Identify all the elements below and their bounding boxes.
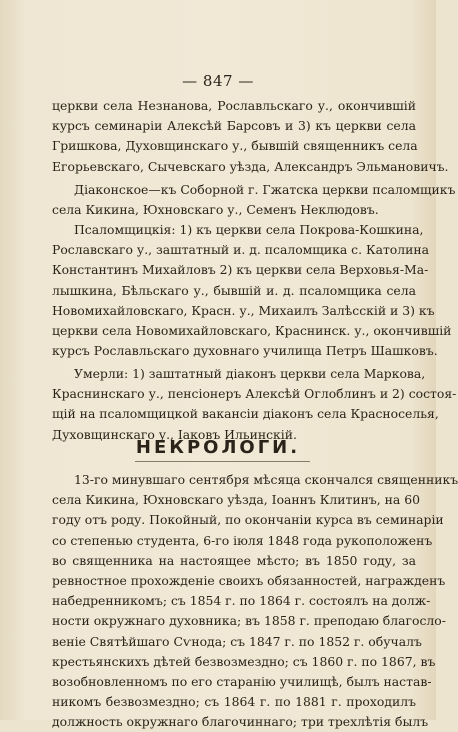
- text-line: церкви села Незнанова, Рославльскаго у., окончившій: [52, 98, 416, 113]
- text-line: Егорьевскаго, Сычевскаго уѣзда, Александръ Эльмановичъ.: [52, 158, 449, 174]
- psalmist-section: [52, 220, 452, 361]
- text-line: Духовщинскаго у., Іаковъ Ильинскій.: [52, 426, 297, 442]
- text-line: села Кикина, Юхновскаго уѣзда, Іоаннъ Клитинъ, на 60: [52, 492, 420, 508]
- text-line: никомъ безвозмездно; съ 1864 г. по 1881 г. проходилъ: [52, 694, 416, 710]
- obituary-section: [52, 470, 458, 732]
- deceased-section: [52, 364, 457, 445]
- text-line: крестьянскихъ дѣтей безвозмездно; съ 1860 г. по 1867, въ: [52, 653, 436, 669]
- text-line: возобновленномъ по его старанію училищѣ, былъ настав-: [52, 673, 432, 689]
- appointments-section: [52, 96, 449, 177]
- text-line: щій на псаломщицкой вакансіи діаконъ села Красноселья,: [52, 406, 439, 422]
- text-line: курсъ Рославльскаго духовнаго училища Петръ Шашковъ.: [52, 343, 438, 359]
- text-line: Новомихайловскаго, Красн. у., Михаилъ Залѣсскій и 3) къ: [52, 302, 435, 318]
- text-line: году отъ роду. Покойный, по окончаніи курса въ семинаріи: [52, 512, 444, 528]
- text-line: 13-го минувшаго сентября мѣсяца скончался священникъ: [74, 472, 458, 487]
- text-line: Гришкова, Духовщинскаго у., бывшій священникъ села: [52, 138, 418, 154]
- text-line: церкви села Новомихайловскаго, Краснинск. у., окончившій: [52, 322, 452, 338]
- text-line: набедренникомъ; съ 1854 г. по 1864 г. состоялъ на долж-: [52, 593, 431, 609]
- text-line: Псаломщицкія: 1) къ церкви села Покрова-Кошкина,: [74, 222, 424, 237]
- text-line: со степенью студента, 6-го іюля 1848 года рукоположенъ: [52, 532, 433, 548]
- text-line: Умерли: 1) заштатный діаконъ церкви села Маркова,: [74, 366, 426, 381]
- title-underline: [135, 461, 310, 462]
- text-line: Рославскаго у., заштатный и. д. псаломщика с. Католина: [52, 242, 430, 258]
- text-line: во священника на настоящее мѣсто; въ 1850 году, за: [52, 552, 416, 568]
- page-number: — 847 —: [182, 72, 254, 90]
- text-line: лышкина, Бѣльскаго у., бывшій и. д. псаломщика села: [52, 282, 416, 298]
- text-line: ревностное прохожденіе своихъ обязанностей, награжденъ: [52, 572, 446, 588]
- text-line: курсъ семинаріи Алексѣй Барсовъ и 3) къ церкви села: [52, 118, 416, 134]
- text-line: Діаконское—къ Соборной г. Гжатска церкви псаломщикъ: [74, 182, 456, 197]
- text-line: Константинъ Михайловъ 2) къ церкви села Верховья-Ма-: [52, 262, 429, 278]
- text-line: Краснинскаго у., пенсіонеръ Алексѣй Оглоблинъ и 2) состоя-: [52, 386, 457, 402]
- deacon-section: [52, 180, 456, 220]
- text-line: должность окружнаго благочиннаго; три трехлѣтія былъ: [52, 714, 429, 730]
- text-line: веніе Святѣйшаго Сѵнода; съ 1847 г. по 1852 г. обучалъ: [52, 633, 422, 649]
- section-title: НЕКРОЛОГИ.: [135, 437, 301, 458]
- text-line: села Кикина, Юхновскаго у., Семенъ Неклюдовъ.: [52, 202, 379, 218]
- text-line: ности окружнаго духовника; въ 1858 г. преподаю благосло-: [52, 613, 446, 629]
